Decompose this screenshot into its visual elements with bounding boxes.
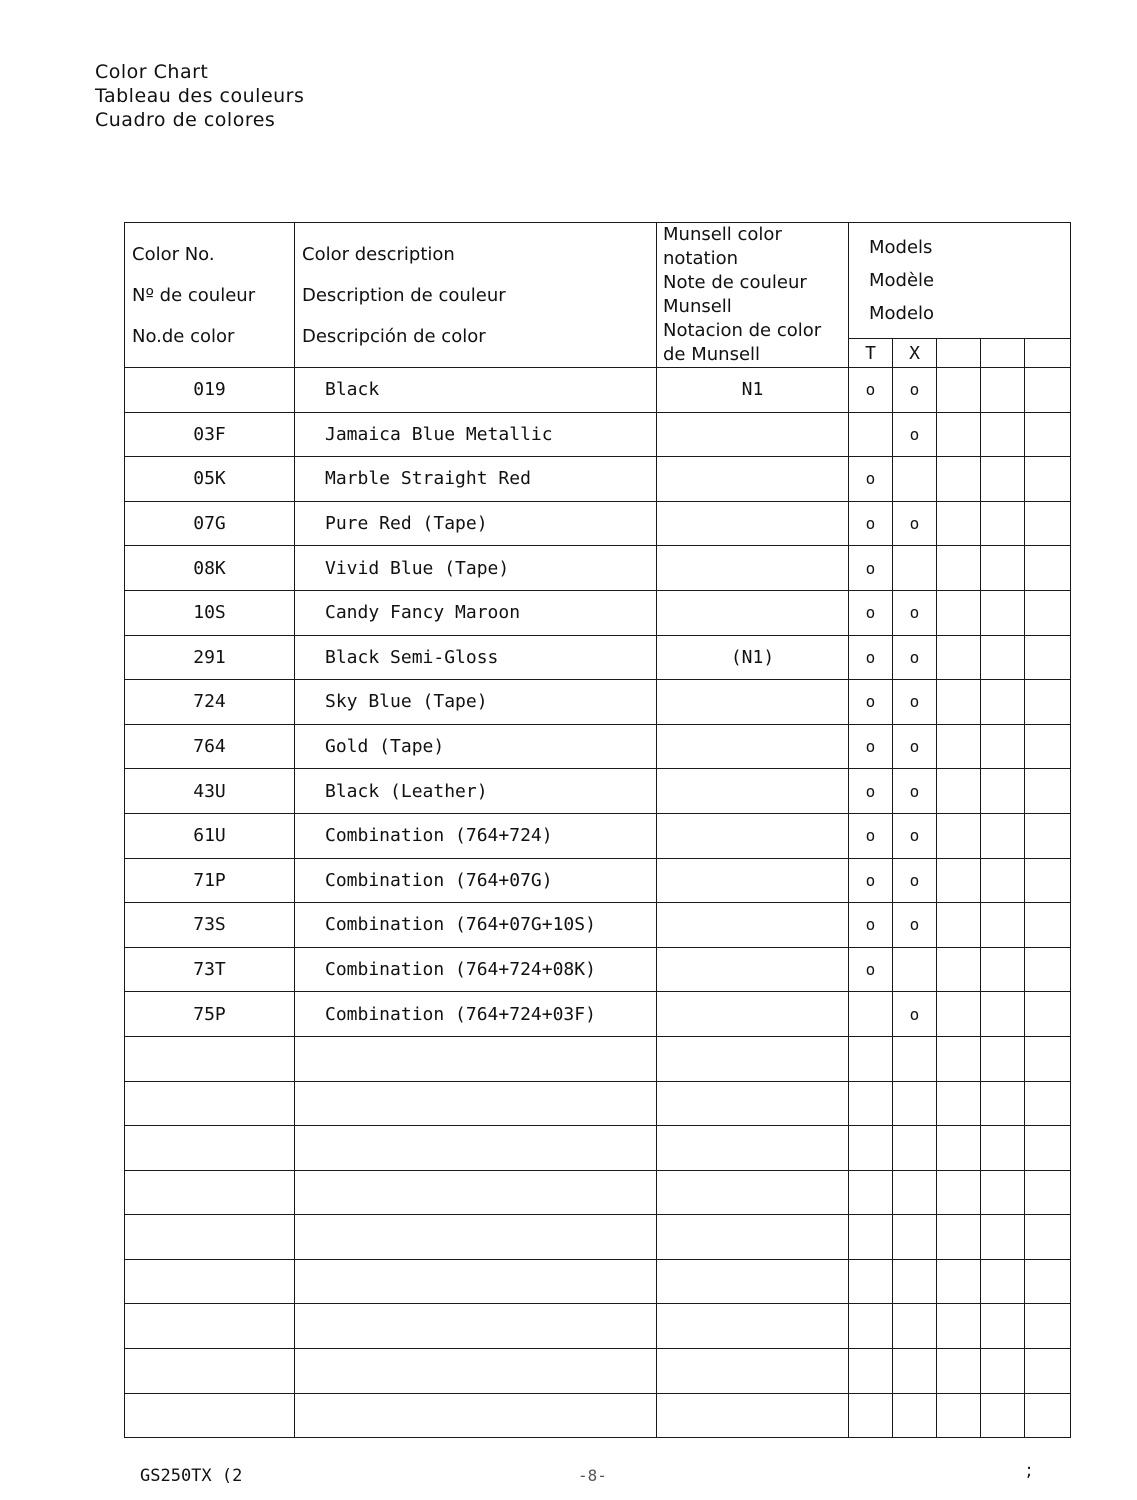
title-spanish: Cuadro de colores: [95, 109, 276, 131]
table-row: [125, 1259, 1071, 1304]
model-mark-cell: [981, 680, 1025, 725]
model-mark-cell: [981, 368, 1025, 413]
header-munsell-line1: Munsell color: [663, 224, 782, 245]
model-mark-cell: [1025, 1126, 1071, 1171]
model-mark-cell: [937, 1349, 981, 1394]
table-row: [125, 590, 1071, 635]
model-column-5: [1025, 339, 1071, 368]
model-mark-cell: [937, 769, 981, 814]
model-mark-cell: [937, 590, 981, 635]
color-number-cell: 61U: [125, 813, 295, 858]
munsell-notation-cell: [657, 858, 849, 903]
color-number-cell: 71P: [125, 858, 295, 903]
color-description-cell: Jamaica Blue Metallic: [295, 412, 657, 457]
model-mark-cell: [981, 903, 1025, 948]
model-mark-cell: [981, 1349, 1025, 1394]
table-row: [125, 1036, 1071, 1081]
color-description-cell: Combination (764+724+08K): [295, 947, 657, 992]
munsell-notation-cell: [657, 1126, 849, 1171]
table-row: [125, 368, 1071, 413]
model-mark-cell: [1025, 1215, 1071, 1260]
model-mark-cell: [937, 724, 981, 769]
munsell-notation-cell: [657, 590, 849, 635]
model-mark-cell: [937, 1081, 981, 1126]
color-number-cell: 73T: [125, 947, 295, 992]
munsell-notation-cell: [657, 1304, 849, 1349]
table-row: [125, 947, 1071, 992]
header-description-en: Color description: [302, 243, 455, 265]
model-mark-cell: [893, 1170, 937, 1215]
model-mark-cell: o: [893, 635, 937, 680]
munsell-notation-cell: [657, 1081, 849, 1126]
model-mark-cell: o: [893, 903, 937, 948]
header-munsell-line3: Note de couleur: [663, 272, 807, 293]
model-mark-cell: [849, 1081, 893, 1126]
table-row: [125, 813, 1071, 858]
model-mark-cell: o: [893, 368, 937, 413]
model-mark-cell: [849, 1126, 893, 1171]
model-mark-cell: [937, 1036, 981, 1081]
color-number-cell: 73S: [125, 903, 295, 948]
model-mark-cell: o: [893, 590, 937, 635]
color-description-cell: Combination (764+07G+10S): [295, 903, 657, 948]
model-mark-cell: [893, 947, 937, 992]
table-row: [125, 1126, 1071, 1171]
model-column-4: [981, 339, 1025, 368]
model-mark-cell: o: [893, 724, 937, 769]
model-mark-cell: [893, 1304, 937, 1349]
munsell-notation-cell: [657, 1349, 849, 1394]
table-row: [125, 680, 1071, 725]
munsell-notation-cell: [657, 546, 849, 591]
color-description-cell: Black Semi-Gloss: [295, 635, 657, 680]
munsell-notation-cell: [657, 903, 849, 948]
model-mark-cell: [849, 412, 893, 457]
color-number-cell: 10S: [125, 590, 295, 635]
munsell-notation-cell: [657, 1393, 849, 1438]
model-mark-cell: [1025, 947, 1071, 992]
model-mark-cell: [1025, 412, 1071, 457]
color-number-cell: 43U: [125, 769, 295, 814]
header-models: [849, 223, 1071, 339]
color-description-cell: [295, 1304, 657, 1349]
model-mark-cell: [937, 903, 981, 948]
model-mark-cell: [981, 813, 1025, 858]
model-mark-cell: o: [893, 813, 937, 858]
color-number-cell: 03F: [125, 412, 295, 457]
header-color-no-es: No.de color: [132, 325, 235, 347]
model-mark-cell: [1025, 546, 1071, 591]
model-mark-cell: o: [849, 724, 893, 769]
munsell-notation-cell: [657, 1036, 849, 1081]
model-mark-cell: [893, 1126, 937, 1171]
table-row: [125, 501, 1071, 546]
table-row: [125, 1349, 1071, 1394]
header-description-es: Descripción de color: [302, 325, 486, 347]
header-munsell: [657, 223, 849, 368]
model-mark-cell: [981, 1259, 1025, 1304]
color-chart-table: [124, 222, 1071, 1438]
model-mark-cell: [893, 546, 937, 591]
color-number-cell: [125, 1126, 295, 1171]
model-mark-cell: [1025, 1259, 1071, 1304]
model-mark-cell: [1025, 1349, 1071, 1394]
model-mark-cell: [1025, 724, 1071, 769]
color-description-cell: [295, 1036, 657, 1081]
model-mark-cell: [981, 635, 1025, 680]
header-models-fr: Modèle: [869, 270, 935, 292]
header-color-no-en: Color No.: [132, 243, 215, 265]
model-mark-cell: [1025, 501, 1071, 546]
model-mark-cell: [937, 947, 981, 992]
color-number-cell: 75P: [125, 992, 295, 1037]
munsell-notation-cell: [657, 724, 849, 769]
model-mark-cell: o: [893, 858, 937, 903]
header-description-fr: Description de couleur: [302, 284, 506, 306]
color-number-cell: [125, 1393, 295, 1438]
model-mark-cell: [981, 1304, 1025, 1349]
munsell-notation-cell: [657, 1259, 849, 1304]
model-mark-cell: [937, 1215, 981, 1260]
model-mark-cell: [1025, 680, 1071, 725]
color-description-cell: Sky Blue (Tape): [295, 680, 657, 725]
model-mark-cell: [1025, 903, 1071, 948]
model-mark-cell: o: [893, 412, 937, 457]
model-mark-cell: [893, 1393, 937, 1438]
color-description-cell: [295, 1393, 657, 1438]
munsell-notation-cell: [657, 501, 849, 546]
model-mark-cell: [937, 457, 981, 502]
model-mark-cell: [981, 501, 1025, 546]
model-mark-cell: [1025, 635, 1071, 680]
model-mark-cell: [1025, 813, 1071, 858]
model-mark-cell: [1025, 1393, 1071, 1438]
table-row: [125, 1393, 1071, 1438]
model-mark-cell: [937, 992, 981, 1037]
table-row: [125, 1215, 1071, 1260]
model-mark-cell: [849, 1304, 893, 1349]
table-row: [125, 412, 1071, 457]
model-mark-cell: [937, 680, 981, 725]
model-mark-cell: [981, 1036, 1025, 1081]
model-mark-cell: [937, 858, 981, 903]
table-row: [125, 546, 1071, 591]
model-mark-cell: o: [849, 813, 893, 858]
model-mark-cell: [937, 1170, 981, 1215]
header-models-es: Modelo: [869, 303, 935, 325]
model-mark-cell: [849, 1215, 893, 1260]
model-mark-cell: [1025, 1170, 1071, 1215]
color-rows: [125, 368, 1071, 1438]
color-number-cell: [125, 1036, 295, 1081]
model-mark-cell: [849, 992, 893, 1037]
color-description-cell: Marble Straight Red: [295, 457, 657, 502]
color-description-cell: Black: [295, 368, 657, 413]
model-mark-cell: [1025, 457, 1071, 502]
model-mark-cell: [1025, 858, 1071, 903]
color-number-cell: 07G: [125, 501, 295, 546]
model-mark-cell: o: [893, 501, 937, 546]
color-number-cell: 08K: [125, 546, 295, 591]
header-description: [295, 223, 657, 368]
footer-mark: ;: [1026, 1460, 1033, 1481]
model-mark-cell: [1025, 769, 1071, 814]
model-mark-cell: [981, 992, 1025, 1037]
model-mark-cell: [849, 1349, 893, 1394]
color-description-cell: [295, 1081, 657, 1126]
header-color-no: [125, 223, 295, 368]
model-mark-cell: [937, 635, 981, 680]
color-number-cell: [125, 1349, 295, 1394]
color-description-cell: Combination (764+07G): [295, 858, 657, 903]
table-row: [125, 457, 1071, 502]
munsell-notation-cell: [657, 769, 849, 814]
header-munsell-line4: Munsell: [663, 296, 732, 317]
munsell-notation-cell: [657, 1215, 849, 1260]
header-munsell-line2: notation: [663, 248, 738, 269]
model-mark-cell: o: [849, 858, 893, 903]
color-description-cell: Combination (764+724): [295, 813, 657, 858]
model-mark-cell: o: [849, 903, 893, 948]
model-mark-cell: [981, 1126, 1025, 1171]
table-row: [125, 769, 1071, 814]
title-english: Color Chart: [95, 61, 209, 83]
model-mark-cell: o: [893, 992, 937, 1037]
color-number-cell: [125, 1259, 295, 1304]
model-mark-cell: [937, 368, 981, 413]
table-row: [125, 858, 1071, 903]
color-description-cell: [295, 1259, 657, 1304]
model-column-3: [937, 339, 981, 368]
header-munsell-line6: de Munsell: [663, 344, 761, 365]
color-description-cell: Pure Red (Tape): [295, 501, 657, 546]
model-mark-cell: [981, 1081, 1025, 1126]
header-row: [125, 223, 1071, 339]
model-mark-cell: [981, 457, 1025, 502]
color-number-cell: 291: [125, 635, 295, 680]
model-mark-cell: [937, 1126, 981, 1171]
model-mark-cell: [1025, 992, 1071, 1037]
model-mark-cell: [1025, 1036, 1071, 1081]
table-row: [125, 635, 1071, 680]
model-mark-cell: [981, 1170, 1025, 1215]
model-mark-cell: [937, 501, 981, 546]
model-mark-cell: [937, 1259, 981, 1304]
color-number-cell: [125, 1081, 295, 1126]
model-mark-cell: o: [849, 546, 893, 591]
model-mark-cell: o: [849, 635, 893, 680]
model-mark-cell: o: [849, 457, 893, 502]
model-mark-cell: [893, 1036, 937, 1081]
model-mark-cell: [1025, 590, 1071, 635]
model-mark-cell: [849, 1036, 893, 1081]
model-column-x: X: [893, 339, 937, 368]
color-description-cell: Black (Leather): [295, 769, 657, 814]
model-mark-cell: [981, 724, 1025, 769]
document-title-block: [95, 60, 304, 132]
munsell-notation-cell: [657, 992, 849, 1037]
color-number-cell: 05K: [125, 457, 295, 502]
header-munsell-line5: Notacion de color: [663, 320, 822, 341]
table-row: [125, 1170, 1071, 1215]
model-mark-cell: o: [849, 501, 893, 546]
model-mark-cell: [981, 769, 1025, 814]
color-description-cell: [295, 1126, 657, 1171]
header-models-en: Models: [869, 237, 933, 259]
table-row: [125, 1081, 1071, 1126]
model-mark-cell: o: [893, 680, 937, 725]
model-mark-cell: [893, 457, 937, 502]
model-mark-cell: [981, 1215, 1025, 1260]
footer-page-number: -8-: [578, 1466, 607, 1485]
model-mark-cell: [937, 813, 981, 858]
color-number-cell: [125, 1170, 295, 1215]
color-description-cell: Vivid Blue (Tape): [295, 546, 657, 591]
model-mark-cell: [937, 412, 981, 457]
color-description-cell: [295, 1215, 657, 1260]
munsell-notation-cell: N1: [657, 368, 849, 413]
munsell-notation-cell: [657, 1170, 849, 1215]
model-mark-cell: [937, 1393, 981, 1438]
color-number-cell: 764: [125, 724, 295, 769]
title-french: Tableau des couleurs: [95, 85, 305, 107]
color-description-cell: Gold (Tape): [295, 724, 657, 769]
model-mark-cell: [893, 1259, 937, 1304]
header-color-no-fr: Nº de couleur: [132, 284, 256, 306]
color-description-cell: [295, 1349, 657, 1394]
color-number-cell: [125, 1304, 295, 1349]
model-mark-cell: o: [849, 947, 893, 992]
table-row: [125, 1304, 1071, 1349]
model-column-t: T: [849, 339, 893, 368]
model-mark-cell: [981, 858, 1025, 903]
munsell-notation-cell: [657, 412, 849, 457]
model-mark-cell: [849, 1393, 893, 1438]
table-row: [125, 903, 1071, 948]
model-mark-cell: [981, 546, 1025, 591]
model-mark-cell: [937, 1304, 981, 1349]
munsell-notation-cell: [657, 457, 849, 502]
color-number-cell: 724: [125, 680, 295, 725]
model-mark-cell: [981, 412, 1025, 457]
color-description-cell: Combination (764+724+03F): [295, 992, 657, 1037]
model-mark-cell: [1025, 368, 1071, 413]
model-mark-cell: [893, 1081, 937, 1126]
table-row: [125, 724, 1071, 769]
model-mark-cell: [981, 947, 1025, 992]
model-mark-cell: [981, 590, 1025, 635]
model-mark-cell: [849, 1259, 893, 1304]
color-number-cell: [125, 1215, 295, 1260]
color-number-cell: 019: [125, 368, 295, 413]
model-mark-cell: [981, 1393, 1025, 1438]
color-description-cell: [295, 1170, 657, 1215]
model-mark-cell: [1025, 1081, 1071, 1126]
model-mark-cell: [937, 546, 981, 591]
munsell-notation-cell: [657, 947, 849, 992]
model-mark-cell: o: [849, 680, 893, 725]
model-mark-cell: o: [849, 590, 893, 635]
model-mark-cell: [893, 1215, 937, 1260]
model-mark-cell: [1025, 1304, 1071, 1349]
model-mark-cell: [849, 1170, 893, 1215]
model-mark-cell: o: [893, 769, 937, 814]
munsell-notation-cell: [657, 813, 849, 858]
color-description-cell: Candy Fancy Maroon: [295, 590, 657, 635]
munsell-notation-cell: [657, 680, 849, 725]
model-mark-cell: [893, 1349, 937, 1394]
footer-model-code: GS250TX (2: [140, 1466, 243, 1486]
table-row: [125, 992, 1071, 1037]
model-mark-cell: o: [849, 769, 893, 814]
munsell-notation-cell: (N1): [657, 635, 849, 680]
model-mark-cell: o: [849, 368, 893, 413]
